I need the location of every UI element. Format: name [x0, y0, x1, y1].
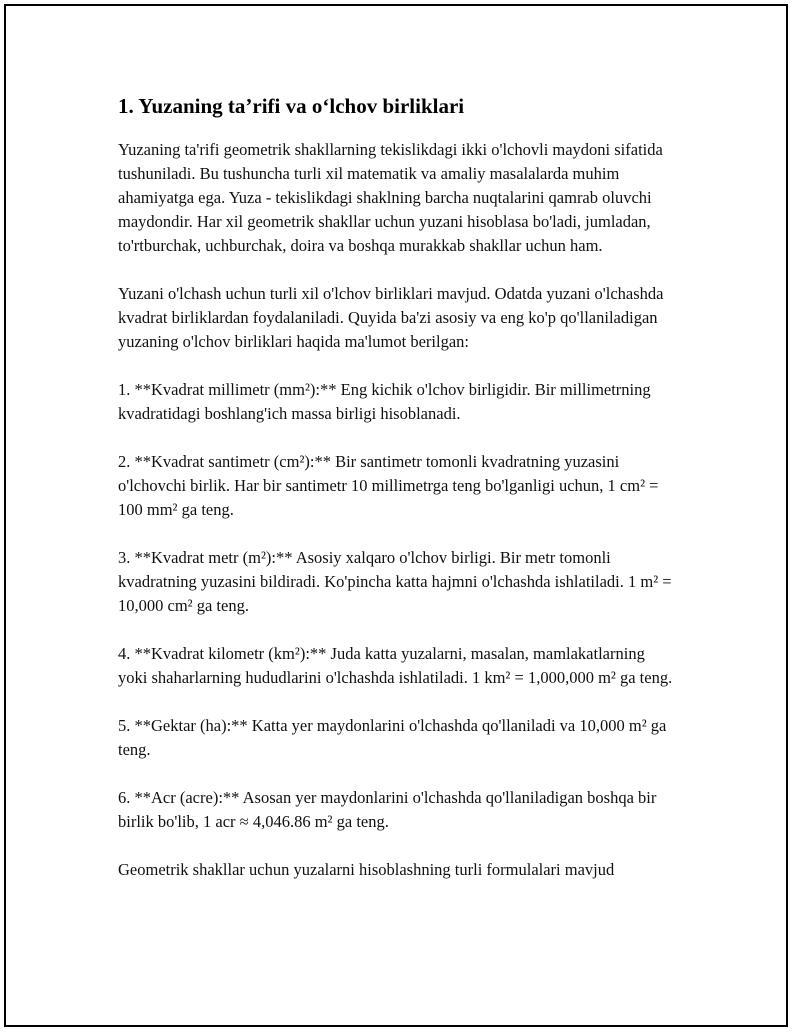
list-item-acre: 6. **Acr (acre):** Asosan yer maydonlarini o'lchashda qo'llaniladigan boshqa bir birlik bo'lib, 1 acr ≈ 4,046.86 m² ga teng. — [118, 788, 657, 831]
list-item-square-meter: 3. **Kvadrat metr (m²):** Asosiy xalqaro o'lchov birligi. Bir metr tomonli kvadratning yuzasini bildiradi. Ko'pincha katta hajmni o'lchashda ishlatiladi. 1 m² = 10,000 cm² ga teng. — [118, 548, 672, 615]
document-body — [118, 92, 678, 906]
paragraph-definition: Yuzaning ta'rifi geometrik shakllarning tekislikdagi ikki o'lchovli maydoni sifatida tushuniladi. Bu tushuncha turli xil matematik va amaliy masalalarda muhim ahamiyatga ega. Yuza - tekislikdagi shaklning barcha nuqtalarini qamrab oluvchi maydondir. Har xil geometrik shakllar uchun yuzani hisoblasa bo'ladi, jumladan, to'rtburchak, uchburchak, doira va boshqa murakkab shakllar uchun ham. — [118, 140, 663, 255]
list-item-square-centimeter: 2. **Kvadrat santimetr (cm²):** Bir santimetr tomonli kvadratning yuzasini o'lchovchi birlik. Har bir santimetr 10 millimetrga teng bo'lganligi uchun, 1 cm² = 100 mm² ga teng. — [118, 452, 659, 519]
section-heading: 1. Yuzaning ta’rifi va o‘lchov birliklari — [118, 94, 465, 118]
list-item-hectare: 5. **Gektar (ha):** Katta yer maydonlarini o'lchashda qo'llaniladi va 10,000 m² ga teng. — [118, 716, 667, 759]
list-item-square-kilometer: 4. **Kvadrat kilometr (km²):** Juda katta yuzalarni, masalan, mamlakatlarning yoki shaharlarning hududlarini o'lchashda ishlatiladi. 1 km² = 1,000,000 m² ga teng. — [118, 644, 673, 687]
paragraph-formulas: Geometrik shakllar uchun yuzalarni hisoblashning turli formulalari mavjud — [118, 860, 615, 879]
paragraph-units-intro: Yuzani o'lchash uchun turli xil o'lchov birliklari mavjud. Odatda yuzani o'lchashda kvadrat birliklardan foydalaniladi. Quyida ba'zi asosiy va eng ko'p qo'llaniladigan yuzaning o'lchov birliklari haqida ma'lumot berilgan: — [118, 284, 664, 351]
list-item-square-millimeter: 1. **Kvadrat millimetr (mm²):** Eng kichik o'lchov birligidir. Bir millimetrning kvadratidagi boshlang'ich massa birligi hisoblanadi. — [118, 380, 651, 423]
